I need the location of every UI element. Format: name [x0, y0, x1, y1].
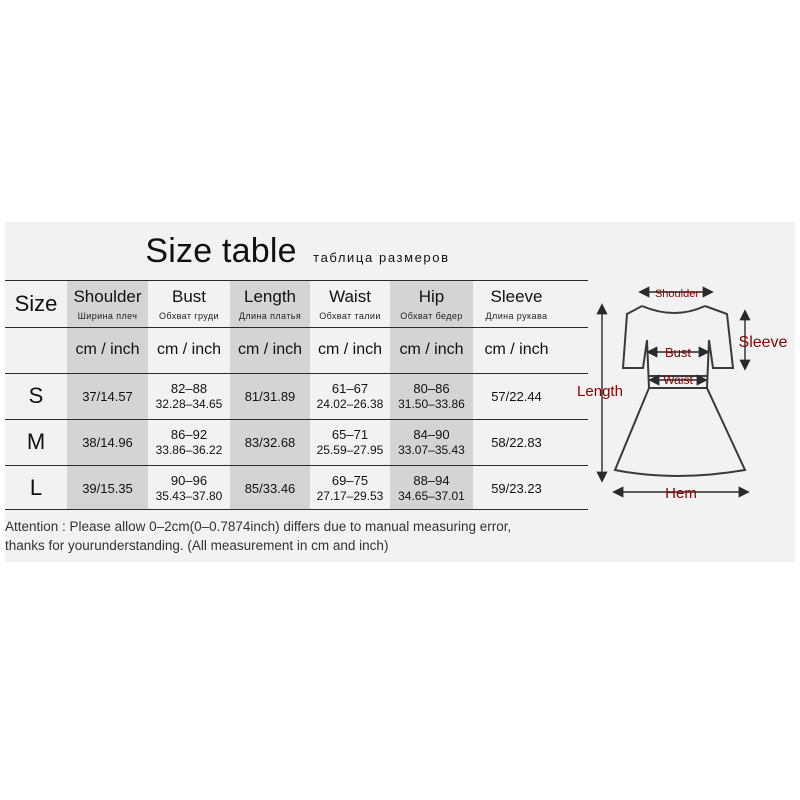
- unit-label-sleeve: cm / inch: [484, 341, 549, 358]
- value-cell-bust: [148, 465, 230, 511]
- value-cell-length: [230, 419, 310, 465]
- unit-label-shoulder: cm / inch: [75, 341, 140, 358]
- value-inch-hip: 33.07–35.43: [398, 443, 465, 457]
- value-cm-bust: 82–88: [170, 381, 208, 396]
- value-cell-hip: [390, 373, 473, 419]
- value-cm-waist: 61–67: [331, 381, 369, 396]
- column-header-waist: [310, 280, 390, 327]
- size-header: Size: [14, 290, 58, 316]
- hem-label: Hem: [665, 485, 697, 502]
- shoulder-label: Shoulder: [654, 288, 700, 300]
- value-sleeve: 57/22.44: [491, 388, 542, 404]
- value-shoulder: 39/15.35: [82, 480, 133, 496]
- column-subname-shoulder: Ширина плеч: [77, 310, 138, 321]
- title-subtitle: таблица размеров: [313, 250, 450, 265]
- size-table: [5, 280, 588, 510]
- value-cell-waist: [310, 419, 390, 465]
- value-inch-waist: 27.17–29.53: [316, 489, 384, 503]
- table-divider: [5, 509, 588, 510]
- unit-cell-waist: [310, 327, 390, 373]
- size-label-cell: [5, 373, 67, 419]
- value-inch-hip: 31.50–33.86: [398, 397, 465, 411]
- unit-label-waist: cm / inch: [317, 341, 382, 358]
- value-cm-hip: 80–86: [413, 381, 450, 396]
- value-sleeve: 59/23.23: [491, 480, 542, 496]
- value-inch-bust: 33.86–36.22: [155, 443, 223, 457]
- value-cell-shoulder: [67, 373, 148, 419]
- value-cell-length: [230, 465, 310, 511]
- value-length: 85/33.46: [244, 480, 296, 496]
- unit-label-hip: cm / inch: [399, 341, 464, 358]
- value-length: 81/31.89: [244, 388, 296, 404]
- value-cell-shoulder: [67, 419, 148, 465]
- value-cm-waist: 69–75: [331, 473, 369, 488]
- table-divider: [5, 327, 588, 328]
- table-divider: [5, 280, 588, 281]
- value-shoulder: 38/14.96: [82, 434, 133, 450]
- value-cell-bust: [148, 373, 230, 419]
- table-divider: [5, 465, 588, 466]
- value-cm-hip: 84–90: [413, 427, 450, 442]
- value-sleeve: 58/22.83: [491, 434, 542, 450]
- column-name-shoulder: Shoulder: [73, 286, 142, 306]
- column-subname-sleeve: Длина рукава: [485, 310, 548, 321]
- table-divider: [5, 419, 588, 420]
- value-cell-waist: [310, 373, 390, 419]
- dress-outline: [615, 306, 745, 476]
- value-cm-waist: 65–71: [331, 427, 369, 442]
- value-length: 83/32.68: [244, 434, 296, 450]
- value-cm-hip: 88–94: [413, 473, 450, 488]
- attention-line-2: thanks for yourunderstanding. (All measurement in cm and inch): [5, 538, 389, 553]
- column-subname-waist: Обхват талии: [319, 310, 381, 321]
- unit-cell-bust: [148, 327, 230, 373]
- value-cell-length: [230, 373, 310, 419]
- value-inch-hip: 34.65–37.01: [398, 489, 465, 503]
- dress-diagram: [565, 270, 790, 510]
- value-cell-sleeve: [473, 419, 560, 465]
- column-name-bust: Bust: [171, 286, 207, 306]
- length-label: Length: [577, 383, 623, 400]
- value-cell-hip: [390, 419, 473, 465]
- size-label-cell: [5, 465, 67, 511]
- column-subname-length: Длина платья: [238, 310, 302, 321]
- value-cm-bust: 90–96: [170, 473, 208, 488]
- value-cell-sleeve: [473, 373, 560, 419]
- title: [5, 232, 590, 271]
- value-cm-bust: 86–92: [170, 427, 208, 442]
- size-label: S: [28, 383, 44, 408]
- table-divider: [5, 373, 588, 374]
- value-inch-waist: 25.59–27.95: [316, 443, 384, 457]
- value-inch-waist: 24.02–26.38: [316, 397, 384, 411]
- column-header-shoulder: [67, 280, 148, 327]
- value-shoulder: 37/14.57: [82, 388, 133, 404]
- column-header-bust: [148, 280, 230, 327]
- value-inch-bust: 32.28–34.65: [155, 397, 223, 411]
- value-cell-hip: [390, 465, 473, 511]
- column-header-hip: [390, 280, 473, 327]
- bust-label: Bust: [664, 345, 692, 360]
- size-header-cell: [5, 280, 67, 327]
- unit-label-bust: cm / inch: [156, 341, 221, 358]
- unit-cell-shoulder: [67, 327, 148, 373]
- value-cell-waist: [310, 465, 390, 511]
- value-inch-bust: 35.43–37.80: [155, 489, 223, 503]
- sleeve-label: Sleeve: [738, 334, 788, 351]
- attention-line-1: Attention : Please allow 0–2cm(0–0.7874inch) differs due to manual measuring error,: [5, 519, 512, 534]
- size-label: L: [29, 475, 43, 500]
- unit-cell-hip: [390, 327, 473, 373]
- column-name-waist: Waist: [329, 286, 371, 306]
- column-name-hip: Hip: [418, 286, 445, 306]
- column-header-length: [230, 280, 310, 327]
- column-name-sleeve: Sleeve: [490, 286, 543, 306]
- size-label-cell: [5, 419, 67, 465]
- column-subname-bust: Обхват груди: [159, 310, 219, 321]
- value-cell-sleeve: [473, 465, 560, 511]
- unit-label-length: cm / inch: [237, 341, 302, 358]
- title-main: Size table: [145, 232, 297, 270]
- value-cell-shoulder: [67, 465, 148, 511]
- waist-label: Waist: [663, 373, 693, 387]
- column-name-length: Length: [244, 286, 296, 306]
- value-cell-bust: [148, 419, 230, 465]
- unit-cell-sleeve: [473, 327, 560, 373]
- unit-cell-length: [230, 327, 310, 373]
- size-label: M: [26, 429, 46, 454]
- column-header-sleeve: [473, 280, 560, 327]
- column-subname-hip: Обхват бедер: [400, 310, 463, 321]
